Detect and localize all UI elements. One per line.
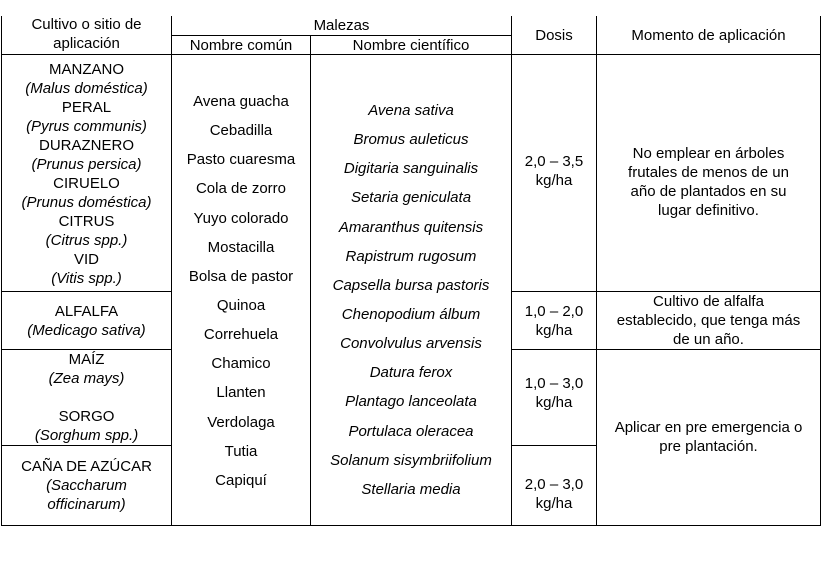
common-name: Avena guacha — [193, 93, 289, 110]
scientific-name: Setaria geniculata — [350, 189, 472, 207]
crop-name: ALFALFA — [54, 302, 119, 320]
crop-scientific: (Vitis spp.) — [51, 270, 122, 287]
scientific-name: Stellaria media — [361, 480, 461, 498]
crop-name: PERAL — [61, 99, 112, 116]
timing-alfalfa: Cultivo de alfalfa establecido, que tenga más de un año. — [616, 293, 801, 348]
scientific-name: Solanum sisymbriifolium — [330, 451, 492, 469]
crop-scientific: (Medicago sativa) — [27, 321, 146, 339]
crop-scientific: (Saccharum — [46, 477, 127, 494]
common-name: Tutia — [224, 442, 258, 460]
crop-name: CITRUS — [58, 213, 115, 230]
header-dose: Dosis — [535, 26, 573, 44]
common-name: Pasto cuaresma — [186, 151, 296, 169]
header-crop: Cultivo o sitio de aplicación — [31, 16, 142, 52]
header-weeds: Malezas — [313, 17, 370, 34]
crop-scientific: (Zea mays) — [48, 370, 125, 387]
scientific-name: Bromus auleticus — [353, 131, 469, 149]
dose-alfalfa: 1,0 – 2,0 kg/ha — [524, 302, 584, 339]
scientific-name: Avena sativa — [368, 102, 454, 119]
crop-scientific: (Pyrus communis) — [26, 118, 147, 135]
scientific-name: Amaranthus quitensis — [338, 218, 484, 236]
header-timing: Momento de aplicación — [631, 26, 786, 44]
crop-name: VID — [73, 251, 99, 268]
scientific-name: Portulaca oleracea — [348, 422, 474, 440]
timing-pre-emergence: Aplicar en pre emergencia o pre plantación. — [614, 419, 803, 455]
scientific-name: Rapistrum rugosum — [345, 247, 477, 265]
crop-group-fruit-trees — [2, 60, 171, 288]
scientific-name: Plantago lanceolata — [345, 393, 477, 411]
scientific-names-list — [311, 101, 511, 499]
common-name: Verdolaga — [207, 413, 275, 431]
crop-group-sugarcane — [2, 446, 171, 525]
crop-scientific: (Prunus doméstica) — [21, 194, 152, 211]
crop-name: MAÍZ — [68, 351, 105, 368]
crop-name: SORGO — [58, 408, 115, 425]
common-name: Capiquí — [215, 471, 267, 489]
common-name: Mostacilla — [207, 238, 275, 256]
crop-scientific: (Citrus spp.) — [45, 232, 128, 249]
common-name: Llanten — [216, 384, 266, 402]
crop-name: CAÑA DE AZÚCAR — [21, 458, 152, 475]
header-common-name: Nombre común — [189, 36, 293, 54]
crop-name: CIRUELO — [53, 175, 120, 192]
crop-name: DURAZNERO — [38, 137, 134, 154]
common-name: Chamico — [211, 355, 271, 373]
crop-scientific: (Prunus persica) — [31, 156, 142, 173]
common-name: Yuyo colorado — [193, 209, 289, 227]
scientific-name: Chenopodium álbum — [341, 305, 481, 323]
scientific-name: Digitaria sanguinalis — [343, 160, 479, 178]
scientific-name: Capsella bursa pastoris — [332, 276, 490, 294]
dose-sugarcane: 2,0 – 3,0 kg/ha — [524, 476, 584, 512]
crop-scientific: (Sorghum spp.) — [34, 427, 139, 444]
crop-name: MANZANO — [49, 61, 124, 78]
common-name: Bolsa de pastor — [188, 267, 294, 285]
dose-fruit-trees: 2,0 – 3,5 kg/ha — [524, 153, 584, 189]
timing-fruit-trees: No emplear en árboles frutales de menos de un año de plantados en su lugar definitivo. — [628, 145, 789, 219]
common-name: Cola de zorro — [195, 180, 287, 198]
dose-maize-sorghum: 1,0 – 3,0 kg/ha — [524, 375, 584, 411]
crop-scientific: officinarum) — [47, 496, 126, 513]
crop-scientific: (Malus doméstica) — [25, 80, 148, 97]
common-name: Correhuela — [203, 326, 279, 344]
scientific-name: Convolvulus arvensis — [340, 335, 482, 353]
common-name: Quinoa — [216, 296, 266, 314]
common-name: Cebadilla — [209, 122, 273, 140]
common-names-list — [172, 92, 310, 490]
scientific-name: Datura ferox — [369, 364, 453, 382]
header-scientific-name: Nombre científico — [352, 36, 470, 54]
crop-group-sorghum — [2, 407, 171, 445]
crop-group-maize — [2, 350, 171, 388]
crop-group-alfalfa — [2, 292, 171, 349]
